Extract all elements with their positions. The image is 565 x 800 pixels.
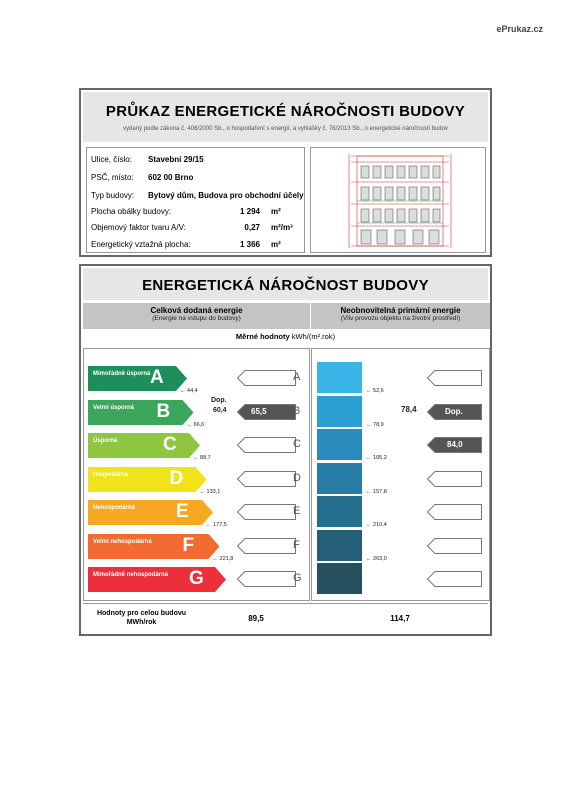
class-limit-right-value: 210,4	[373, 522, 387, 528]
class-band-arrow	[88, 366, 188, 391]
class-limit-right	[366, 455, 387, 461]
center-class-letter: G	[293, 572, 302, 584]
class-band-shape	[88, 400, 194, 425]
right-class-pointer-shape	[428, 371, 482, 386]
class-band-letter: C	[163, 434, 177, 455]
certificate-title: PRŮKAZ ENERGETICKÉ NÁROČNOSTI BUDOVY	[105, 103, 466, 120]
class-band-label: Hospodárná	[93, 471, 129, 478]
class-limit-left-value: 133,1	[206, 488, 221, 495]
class-limit-right-value: 105,2	[373, 455, 387, 461]
class-limit-left-value: 66,6	[193, 421, 205, 428]
center-class-letter: E	[293, 505, 301, 517]
class-limit-right	[366, 522, 387, 528]
class-band-g	[88, 567, 227, 592]
right-column-subtitle: (Vliv provozu objektu na životní prostředí)	[340, 315, 461, 322]
street-value: Stavební 29/15	[148, 155, 204, 164]
primary-class-block-f	[317, 530, 362, 561]
right-class-pointer-shape	[428, 572, 482, 587]
class-band-label: Mimořádně nehospodárná	[93, 572, 169, 578]
right-class-pointer-shape	[428, 471, 482, 486]
limit-arrow-icon: ←	[199, 488, 207, 495]
left-class-pointer-shape	[238, 572, 296, 587]
left-class-pointer-shape	[238, 505, 296, 520]
factor-label: Objemový faktor tvaru A/V:	[91, 223, 186, 232]
class-band-arrow	[88, 433, 201, 458]
right-class-pointer-shape	[428, 505, 482, 520]
building-info-table	[86, 147, 305, 253]
left-column-title: Celková dodaná energie	[150, 306, 243, 315]
class-limit-right-value: 263,0	[373, 555, 387, 562]
summary-primary-value: 114,7	[390, 614, 410, 623]
specific-values-unit: kWh/(m².rok)	[291, 332, 336, 341]
class-limit-left	[200, 489, 221, 495]
class-band-letter: A	[150, 367, 164, 388]
class-band-shape	[88, 500, 213, 525]
class-limit-right-value: 78,9	[373, 421, 384, 428]
class-band-label: Mimořádně úsporná	[93, 371, 151, 377]
right-class-pointer	[427, 370, 483, 386]
limit-arrow-icon: ←	[366, 522, 374, 528]
class-limit-right	[366, 489, 387, 495]
left-class-pointer	[237, 504, 297, 520]
factor-value: 0,27	[244, 223, 260, 232]
class-limit-right	[366, 388, 384, 394]
class-limit-right	[366, 556, 387, 562]
specific-values-caption	[83, 332, 488, 346]
certificate-subtitle: vydaný podle zákona č. 406/2000 Sb., o hospodaření s energií, a vyhlášky č. 78/2013 Sb., o energetické náročnosti budov	[123, 126, 448, 132]
summary-unit: MWh/rok	[126, 619, 157, 626]
class-limit-left	[187, 422, 205, 428]
psc-label: PSČ, místo:	[91, 173, 134, 182]
class-limit-left	[206, 522, 227, 528]
primary-class-block-c	[317, 429, 362, 460]
class-band-shape	[88, 366, 187, 391]
class-band-a	[88, 366, 188, 391]
class-limit-right-value: 157,8	[373, 488, 387, 495]
facade-drawing-svg	[311, 148, 485, 252]
class-band-arrow	[88, 400, 195, 425]
summary-label-box	[83, 609, 200, 627]
left-column-header	[83, 303, 310, 329]
class-band-label: Velmi úsporná	[93, 404, 135, 411]
center-class-letter: D	[293, 471, 301, 484]
right-class-pointer	[427, 571, 483, 587]
left-reference-value: 60,4	[212, 406, 227, 414]
class-band-shape	[88, 534, 220, 559]
area-label: Energetický vztažná plocha:	[91, 240, 191, 249]
limit-arrow-icon: ←	[366, 388, 374, 394]
energy-title: ENERGETICKÁ NÁROČNOST BUDOVY	[142, 277, 429, 294]
energy-title-band	[83, 268, 488, 300]
class-band-shape	[88, 433, 200, 458]
psc-value: 602 00 Brno	[148, 173, 194, 182]
type-value: Bytový dům, Budova pro obchodní účely	[148, 191, 304, 200]
envelope-label: Plocha obálky budovy:	[91, 207, 172, 216]
center-class-letter: F	[293, 538, 300, 551]
class-band-letter: B	[156, 400, 171, 422]
class-band-d	[88, 467, 208, 492]
building-facade-drawing	[310, 147, 486, 253]
class-band-f	[88, 534, 221, 559]
center-class-letter: B	[293, 404, 301, 417]
certificate-header-panel	[79, 88, 492, 257]
area-unit: m²	[271, 240, 281, 249]
right-class-pointer	[427, 471, 483, 487]
limit-arrow-icon: ←	[366, 421, 374, 428]
class-band-label: Nehospodárná	[93, 505, 136, 511]
brand-logo: ePrukaz.cz	[496, 24, 543, 34]
class-band-letter: D	[169, 467, 184, 489]
class-band-arrow	[88, 500, 214, 525]
class-limit-left-value: 221,8	[219, 555, 234, 562]
class-band-letter: E	[176, 501, 189, 522]
right-class-pointer-shape	[428, 538, 482, 553]
right-column-title: Neobnovitelná primární energie	[340, 306, 461, 315]
class-limit-right	[366, 422, 384, 428]
left-class-pointer	[237, 437, 297, 453]
area-value: 1 366	[239, 240, 260, 249]
class-limit-left	[180, 388, 198, 394]
left-class-pointer	[237, 471, 297, 487]
left-class-pointer	[237, 370, 297, 386]
limit-arrow-icon: ←	[193, 455, 201, 461]
specific-values-label: Měrné hodnoty	[235, 332, 290, 341]
type-label: Typ budovy:	[91, 191, 135, 200]
left-class-pointer-shape	[238, 538, 296, 553]
class-band-arrow	[88, 534, 221, 559]
class-limit-right-value: 52,6	[373, 388, 384, 394]
class-limit-left	[213, 556, 234, 562]
limit-arrow-icon: ←	[206, 522, 214, 528]
envelope-unit: m²	[271, 207, 281, 216]
class-band-arrow	[88, 467, 208, 492]
left-reference-label: Dop.	[211, 396, 227, 404]
center-class-letter: A	[293, 371, 301, 383]
limit-arrow-icon: ←	[186, 421, 194, 428]
left-reference-marker	[211, 396, 227, 416]
limit-arrow-icon: ←	[366, 555, 374, 562]
class-band-letter: G	[189, 568, 204, 589]
street-label: Ulice, číslo:	[91, 155, 132, 164]
class-band-label: Velmi nehospodárná	[93, 538, 152, 545]
left-column-subtitle: (Energie na vstupu do budovy)	[152, 315, 241, 322]
limit-arrow-icon: ←	[366, 488, 374, 495]
left-class-pointer	[237, 404, 297, 420]
left-class-pointer-shape	[238, 471, 296, 486]
right-reference-value: 78,4	[401, 404, 417, 414]
class-band-e	[88, 500, 214, 525]
class-band-arrow	[88, 567, 227, 592]
class-band-letter: F	[182, 534, 195, 556]
left-actual-value: 65,5	[251, 406, 267, 416]
right-column-header	[311, 303, 490, 329]
primary-class-block-g	[317, 563, 362, 594]
energy-performance-panel	[79, 264, 492, 636]
limit-arrow-icon: ←	[180, 388, 188, 394]
limit-arrow-icon: ←	[212, 555, 220, 562]
center-class-letter: C	[293, 438, 301, 450]
class-band-label: Úsporná	[93, 438, 118, 444]
primary-class-block-a	[317, 362, 362, 393]
class-limit-left-value: 44,4	[187, 388, 198, 394]
certificate-title-band	[83, 92, 488, 142]
whole-building-summary	[83, 603, 488, 634]
primary-class-block-b	[317, 396, 362, 427]
limit-arrow-icon: ←	[366, 455, 374, 461]
class-limit-left	[193, 455, 211, 461]
left-class-pointer-shape	[238, 371, 296, 386]
primary-class-block-d	[317, 463, 362, 494]
class-band-shape	[88, 567, 226, 592]
right-reference-label: Dop.	[445, 406, 463, 416]
factor-unit: m²/m³	[271, 223, 293, 232]
class-band-b	[88, 400, 195, 425]
class-band-shape	[88, 467, 207, 492]
summary-label: Hodnoty pro celou budovu	[96, 610, 187, 617]
right-class-pointer	[427, 504, 483, 520]
left-class-pointer	[237, 571, 297, 587]
envelope-value: 1 294	[239, 207, 260, 216]
right-class-pointer	[427, 538, 483, 554]
primary-class-block-e	[317, 496, 362, 527]
summary-delivered-value: 89,5	[248, 614, 264, 623]
class-band-c	[88, 433, 201, 458]
class-limit-left-value: 88,7	[200, 455, 211, 461]
right-actual-value: 84,0	[447, 440, 463, 449]
left-class-pointer-shape	[238, 438, 296, 453]
left-class-pointer	[237, 538, 297, 554]
class-limit-left-value: 177,5	[213, 522, 227, 528]
